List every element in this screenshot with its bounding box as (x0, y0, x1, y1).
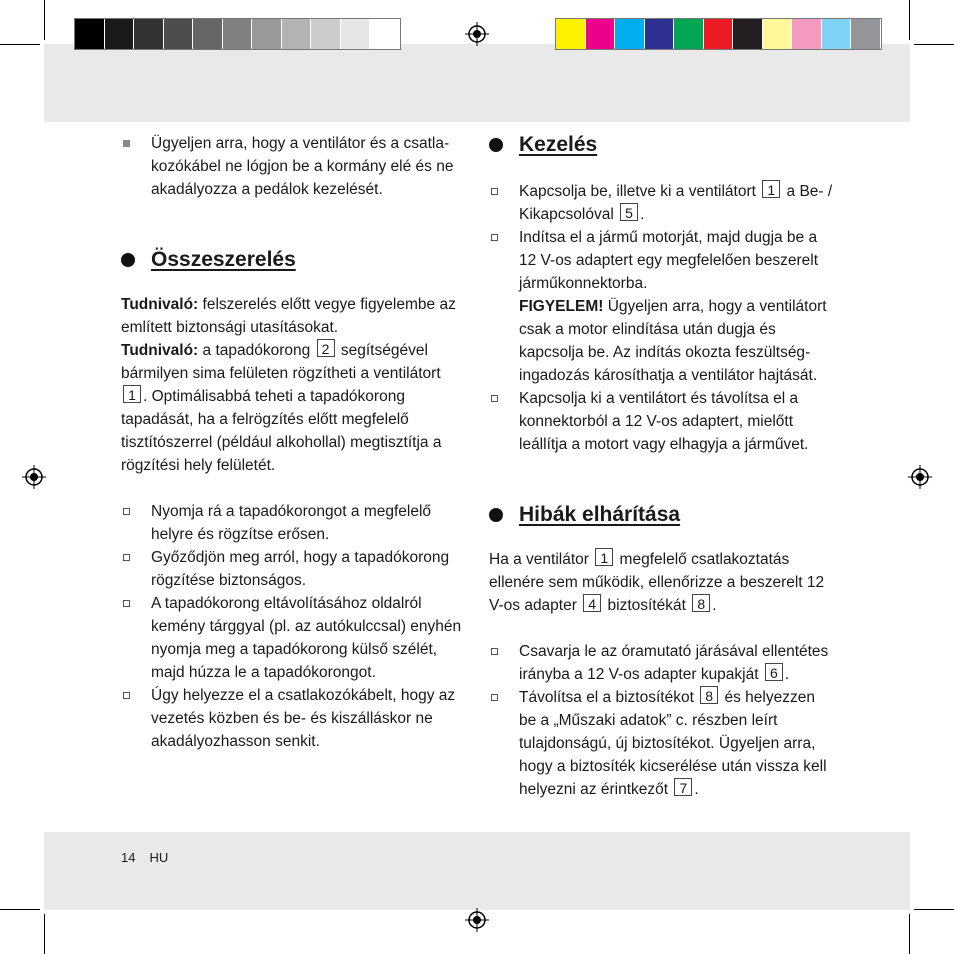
part-number-box: 1 (595, 548, 613, 566)
registration-mark-icon (908, 465, 932, 489)
list-item (489, 226, 834, 387)
note-2 (121, 339, 466, 477)
checkbox-bullet-icon (123, 692, 130, 699)
note-text: . Optimálisabbá teheti a tapadókorong tapadását, ha a felrögzítés előtt megfelelő tisztítószerrel (például alkohollal) megtisztítja a rögzítési hely felületét. (121, 388, 442, 474)
color-swatch (556, 19, 586, 49)
note-text: a tapadókorong (198, 342, 315, 359)
registration-mark-icon (22, 465, 46, 489)
color-swatch (370, 19, 400, 49)
checkbox-bullet-icon (123, 508, 130, 515)
section-heading-operation (489, 132, 834, 158)
list-item (489, 387, 834, 456)
part-number-box: 5 (620, 203, 638, 221)
checkbox-bullet-icon (491, 188, 498, 195)
list-item (489, 686, 834, 801)
color-swatch (75, 19, 105, 49)
list-item (121, 684, 466, 753)
warning-text: Ügyeljen arra, hogy a ventilátort csak a motor elindítása után dugja és kapcsolja be. Az indítás okozta feszültségingadozás károsíthatja a ventilátor hajtását. (519, 298, 827, 384)
list-item (489, 180, 834, 226)
list-item-text: Úgy helyezze el a csatlakozókábelt, hogy az vezetés közben és be- és kiszálláskor ne akadályozhasson senkit. (151, 687, 456, 750)
section-heading-troubleshooting (489, 502, 834, 528)
checkbox-bullet-icon (123, 554, 130, 561)
crop-mark (909, 0, 910, 40)
list-item-text: és helyezzen be a „Műszaki adatok” c. részben leírt tulajdonságú, új biztosítékot. Ügyeljen arra, hogy a biztosíték kicserélése után vissza kell helyezni az érintkezőt (519, 689, 827, 798)
safety-bullet (121, 132, 466, 201)
checkbox-bullet-icon (491, 395, 498, 402)
list-item-text: Győződjön meg arról, hogy a tapadókorong rögzítése biztonságos. (151, 549, 450, 589)
checkbox-bullet-icon (491, 694, 498, 701)
note-text: segítségével bármilyen sima felületen rögzítheti a ventilátort (121, 342, 441, 382)
section-heading-assembly (121, 247, 466, 273)
part-number-box: 2 (317, 339, 335, 357)
right-column (489, 132, 834, 801)
part-number-box: 1 (123, 385, 141, 403)
heading-text: Kezelés (519, 133, 598, 156)
color-swatch (311, 19, 341, 49)
crop-mark (44, 914, 45, 954)
troubleshooting-intro (489, 548, 834, 617)
part-number-box: 8 (692, 594, 710, 612)
part-number-box: 7 (674, 778, 692, 796)
intro-text: Ha a ventilátor (489, 551, 594, 568)
color-swatch (586, 19, 616, 49)
filled-circle-icon (489, 138, 503, 152)
list-item-text: Kapcsolja be, illetve ki a ventilátort (519, 183, 761, 200)
crop-mark (44, 0, 45, 40)
filled-circle-icon (489, 508, 503, 522)
language-code: HU (149, 850, 169, 865)
list-item (121, 592, 466, 684)
part-number-box: 1 (762, 180, 780, 198)
list-item-text: Csavarja le az óramutató járásával ellentétes irányba a 12 V-os adapter kupakját (519, 643, 829, 683)
color-swatch (615, 19, 645, 49)
color-swatch (822, 19, 852, 49)
list-item-text: . (640, 206, 645, 223)
list-item-text: A tapadókorong eltávolításához oldalról kemény tárggyal (pl. az autókulccsal) enyhén nyomja meg a tapadókorong külső szélét, majd húzza le a tapadókorongot. (151, 595, 462, 681)
registration-mark-icon (465, 908, 489, 932)
list-item-text: a Be- / Kikapcsolóval (519, 183, 833, 223)
grey-calibration-bar (74, 18, 401, 50)
color-swatch (792, 19, 822, 49)
checkbox-bullet-icon (123, 600, 130, 607)
note-label: Tudnivaló: (121, 342, 199, 359)
registration-mark-icon (465, 22, 489, 46)
heading-text: Összeszerelés (151, 248, 296, 271)
color-swatch (341, 19, 371, 49)
intro-text: biztosítékát (603, 597, 691, 614)
intro-text: megfelelő csatlakoztatás ellenére sem működik, ellenőrizze a beszerelt 12 V-os adapter (489, 551, 825, 614)
list-item (121, 546, 466, 592)
color-swatch (851, 19, 881, 49)
checkbox-bullet-icon (491, 234, 498, 241)
safety-bullet-text: Ügyeljen arra, hogy a ventilátor és a csatlakozókábel ne lógjon be a kormány elé és ne akadályozza a pedálok kezelését. (151, 135, 454, 198)
list-item-text: Nyomja rá a tapadókorongot a megfelelő helyre és rögzítse erősen. (151, 503, 432, 543)
list-item-text: Távolítsa el a biztosítékot (519, 689, 699, 706)
color-swatch (134, 19, 164, 49)
color-swatch (704, 19, 734, 49)
list-item (121, 500, 466, 546)
color-swatch (645, 19, 675, 49)
list-item-text: Kapcsolja ki a ventilátort és távolítsa el a konnektorból a 12 V-os adaptert, mielőtt leállítja a motort vagy elhagyja a járművet. (519, 390, 809, 453)
part-number-box: 4 (583, 594, 601, 612)
note-text: felszerelés előtt vegye figyelembe az említett biztonsági utasításokat. (121, 296, 456, 336)
square-bullet-icon (123, 140, 130, 147)
list-item-text: . (694, 781, 699, 798)
color-swatch (763, 19, 793, 49)
list-item-text: . (784, 666, 790, 683)
color-swatch (193, 19, 223, 49)
bottom-band (44, 832, 910, 910)
list-item (489, 640, 834, 686)
crop-mark (914, 44, 954, 45)
part-number-box: 6 (765, 663, 783, 681)
part-number-box: 8 (700, 686, 718, 704)
color-swatch (105, 19, 135, 49)
crop-mark (0, 909, 40, 910)
warning-label: FIGYELEM! (519, 298, 604, 315)
page-footer (121, 850, 182, 865)
left-column (121, 132, 466, 753)
color-swatch (733, 19, 763, 49)
crop-mark (909, 914, 910, 954)
crop-mark (0, 44, 40, 45)
note-1 (121, 293, 466, 339)
page-number: 14 (121, 850, 136, 865)
color-swatch (164, 19, 194, 49)
crop-mark (914, 909, 954, 910)
color-swatch (282, 19, 312, 49)
note-label: Tudnivaló: (121, 296, 199, 313)
color-swatch (674, 19, 704, 49)
heading-text: Hibák elhárítása (519, 503, 681, 526)
filled-circle-icon (121, 253, 135, 267)
list-item-text: Indítsa el a jármű motorját, majd dugja be a 12 V-os adaptert egy megfelelően beszerelt járműkonnektorba. (519, 229, 818, 292)
color-swatch (223, 19, 253, 49)
intro-text: . (712, 597, 717, 614)
checkbox-bullet-icon (491, 648, 498, 655)
color-calibration-bar (555, 18, 882, 50)
top-band (44, 44, 910, 122)
color-swatch (252, 19, 282, 49)
